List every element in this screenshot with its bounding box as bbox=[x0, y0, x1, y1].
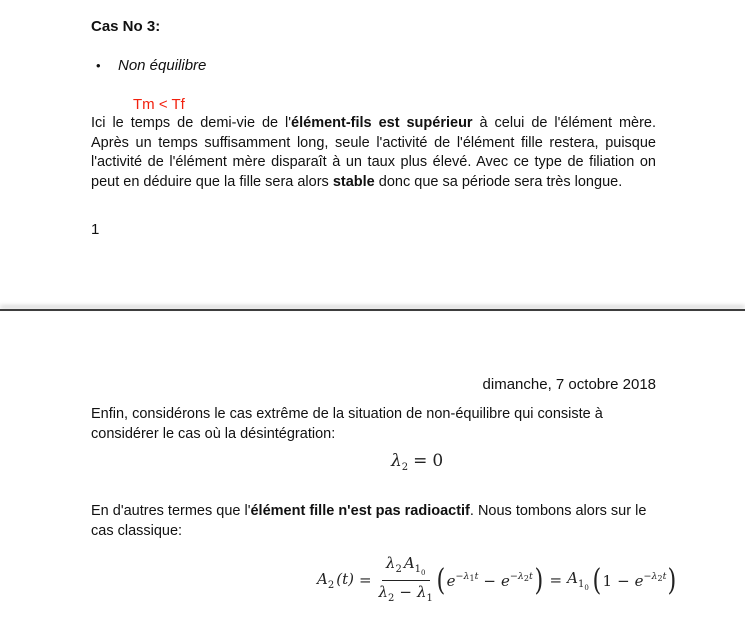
page-number: 1 bbox=[91, 221, 100, 238]
subscript: 2 bbox=[401, 462, 409, 473]
paragraph-intro: Enfin, considérons le cas extrême de la situation de non-équilibre qui consiste à considérer le cas où la désintégration: bbox=[91, 406, 603, 442]
paragraph-terms bbox=[91, 502, 656, 541]
paragraph-filiation bbox=[91, 114, 656, 192]
equation-activity bbox=[317, 554, 677, 606]
page-1 bbox=[0, 0, 745, 309]
section-title: Cas No 3: bbox=[91, 18, 161, 35]
paragraph-segment: En d'autres termes que l' bbox=[91, 503, 251, 519]
equals-sign: = bbox=[358, 571, 372, 589]
fraction-numerator: $\lambda_2$ $A_{10}$ bbox=[382, 554, 430, 581]
right-paren: ) bbox=[534, 562, 544, 598]
right-paren: ) bbox=[667, 562, 677, 598]
bullet-label: Non équilibre bbox=[118, 57, 207, 74]
paragraph-segment: Ici le temps de demi-vie de l' bbox=[91, 115, 292, 131]
exponential-difference: $e^{-\lambda_1t} - e^{-\lambda_2t}$ bbox=[446, 570, 533, 590]
bullet-item bbox=[91, 56, 656, 75]
left-paren: ( bbox=[436, 562, 446, 598]
inequality-note: Tm < Tf bbox=[133, 96, 185, 113]
paragraph-segment: à celui de l'élément mère. Après un temps suffisamment long, seule l'activité de l'élément fille restera, puisque l'activité de l'élément mère disparaît à un taux plus élevé. Avec ce type de filiation on peut en déduire que la fille sera alors bbox=[91, 115, 657, 190]
paragraph-segment: . Nous tombons alors sur le cas classique: bbox=[91, 503, 647, 539]
page-2 bbox=[0, 375, 745, 606]
lambda-symbol: λ bbox=[391, 451, 402, 471]
fraction-denominator: $\lambda_2 - \lambda_1$ bbox=[378, 583, 433, 605]
left-paren: ( bbox=[592, 562, 602, 598]
activity-rhs: $A_{10}$ bbox=[567, 568, 589, 592]
activity-lhs: $A_2$ (t) bbox=[317, 569, 354, 591]
date-header: dimanche, 7 octobre 2018 bbox=[482, 376, 656, 393]
equation-lambda-zero bbox=[391, 451, 656, 473]
paragraph-segment-bold: stable bbox=[332, 173, 375, 190]
paragraph-segment: donc que sa période sera très longue. bbox=[374, 173, 623, 190]
equals-sign: = bbox=[413, 451, 428, 471]
fraction bbox=[379, 554, 433, 605]
paragraph-segment-bold: élément-fils est supérieur bbox=[291, 115, 473, 131]
bullet-icon: • bbox=[96, 58, 101, 73]
equals-sign: = bbox=[549, 571, 563, 589]
paragraph-segment-bold: élément fille n'est pas radioactif bbox=[250, 503, 470, 519]
zero-value: 0 bbox=[432, 451, 444, 471]
page-divider bbox=[0, 309, 745, 311]
one-minus-exponential: $1 - e^{-\lambda_2t}$ bbox=[602, 570, 667, 590]
